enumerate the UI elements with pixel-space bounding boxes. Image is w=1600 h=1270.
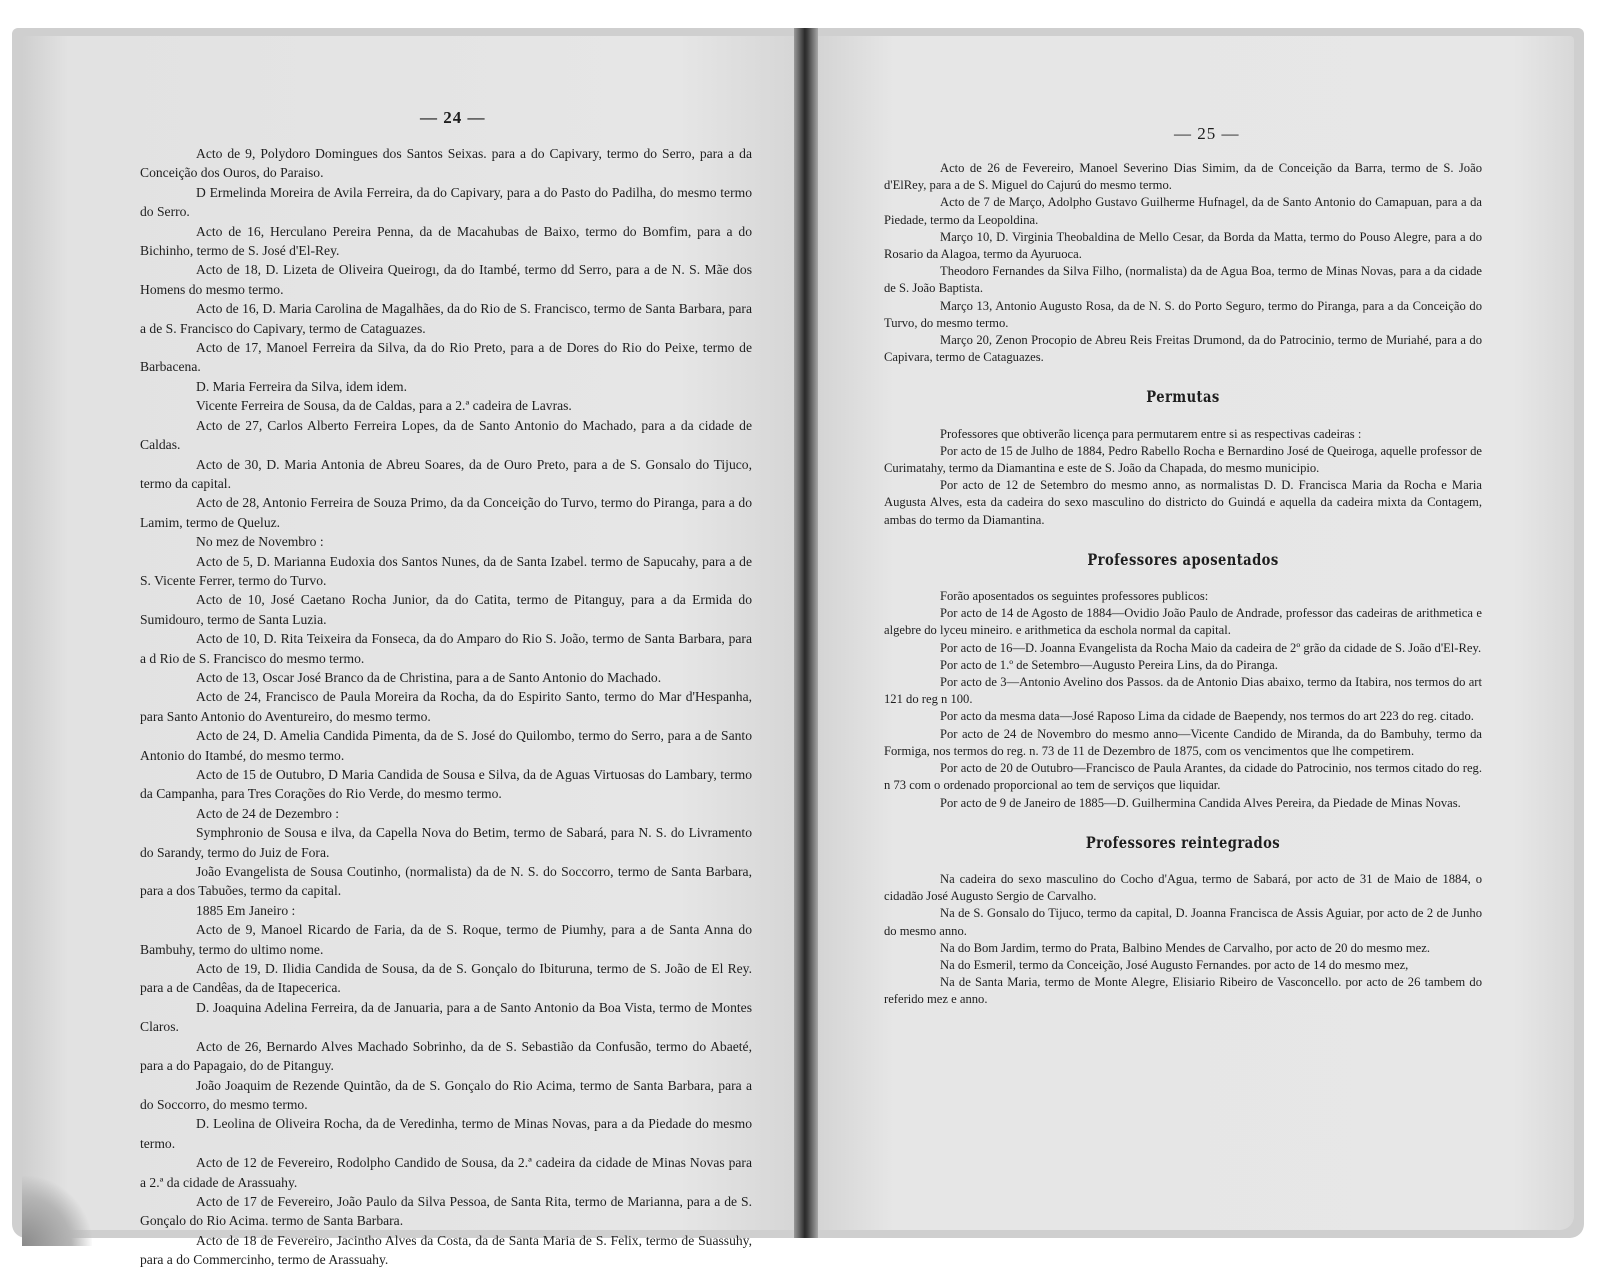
section-heading-permutas: Permutas	[1146, 387, 1220, 407]
paragraph: João Joaquim de Rezende Quintão, da de S. Gonçalo do Rio Acima, termo de Santa Barbara, para a do Soccorro, do mesmo termo.	[140, 1077, 752, 1112]
paragraph: Acto de 13, Oscar José Branco da de Christina, para a de Santo Antonio do Machado.	[196, 669, 662, 685]
paragraph: Forão aposentados os seguintes professores publicos:	[940, 589, 1209, 604]
paragraph: Theodoro Fernandes da Silva Filho, (normalista) da de Agua Boa, termo de Minas Novas, para a da cidade de S. João Baptista.	[884, 264, 1482, 296]
paragraph: D. Maria Ferreira da Silva, idem idem.	[196, 378, 408, 394]
section-heading-aposentados: Professores aposentados	[1087, 549, 1279, 569]
paragraph: João Evangelista de Sousa Coutinho, (normalista) da de N. S. do Soccorro, termo de Santa Barbara, para a dos Tabuões, termo da capital.	[140, 864, 752, 899]
paragraph: Acto de 26 de Fevereiro, Manoel Severino Dias Simim, da de Conceição da Barra, termo de S. João d'ElRey, para a de S. Miguel do Cajurú do mesmo termo.	[884, 161, 1482, 193]
paragraph: Março 20, Zenon Procopio de Abreu Reis Freitas Drumond, da do Patrocinio, termo de Muriahé, para a do Capivara, termo de Cataguazes.	[884, 333, 1482, 365]
paragraph: Acto de 24, Francisco de Paula Moreira da Rocha, da do Espirito Santo, termo do Mar d'Hespanha, para Santo Antonio do Aventureiro, do mesmo termo.	[140, 689, 752, 724]
paragraph: Acto de 17 de Fevereiro, João Paulo da Silva Pessoa, de Santa Rita, termo de Marianna, para a de S. Gonçalo do Rio Acima. termo de Santa Barbara.	[140, 1193, 752, 1229]
page-number-left: — 24 —	[420, 108, 486, 127]
paragraph: Março 10, D. Virginia Theobaldina de Mello Cesar, da Borda da Matta, termo do Pouso Alegre, para a do Rosario da Alagoa, termo da Ayuruoca.	[884, 229, 1482, 262]
paragraph: Acto de 27, Carlos Alberto Ferreira Lopes, da de Santo Antonio do Machado, para a da cidade de Caldas.	[140, 417, 752, 453]
paragraph: Acto de 10, José Caetano Rocha Junior, da do Catita, termo de Pitanguy, para a da Ermida do Sumidouro, termo de Santa Luzia.	[140, 592, 752, 627]
paragraph: Por acto de 9 de Janeiro de 1885—D. Guilhermina Candida Alves Pereira, da Piedade de Minas Novas.	[940, 795, 1461, 810]
paragraph: Acto de 24 de Dezembro :	[196, 805, 340, 821]
paragraph: Acto de 24, D. Amelia Candida Pimenta, da de S. José do Quilombo, termo do Serro, para a de Santo Antonio do Itambé, do mesmo termo.	[140, 728, 752, 763]
page-number-right: — 25 —	[1174, 124, 1240, 143]
paragraph: Professores que obtiverão licença para permutarem entre si as respectivas cadeiras :	[940, 426, 1362, 441]
left-page-text	[140, 144, 752, 1270]
paragraph: Vicente Ferreira de Sousa, da de Caldas, para a 2.ª cadeira de Lavras.	[196, 398, 572, 414]
left-page	[22, 36, 794, 1268]
paragraph: Março 13, Antonio Augusto Rosa, da de N. S. do Porto Seguro, termo do Piranga, para a da Conceição do Turvo, do mesmo termo.	[884, 298, 1482, 330]
right-page	[818, 36, 1574, 1230]
paragraph: Acto de 7 de Março, Adolpho Gustavo Guilherme Hufnagel, da de Santo Antonio do Camapuan, para a da Piedade, termo da Leopoldina.	[884, 195, 1482, 227]
paragraph: Acto de 15 de Outubro, D Maria Candida de Sousa e Silva, da de Aguas Virtuosas do Lambary, termo da Campanha, para Tres Corações do Rio Verde, do mesmo termo.	[140, 767, 752, 802]
paragraph: Acto de 16, D. Maria Carolina de Magalhães, da do Rio de S. Francisco, termo de Santa Barbara, para a de S. Francisco do Capivary, termo de Cataguazes.	[140, 301, 752, 336]
paragraph: Acto de 18 de Fevereiro, Jacintho Alves da Costa, da de Santa Maria de S. Felix, termo de Suassuhy, para a do Commercinho, termo de Arassuahy.	[140, 1232, 752, 1268]
paragraph: Na de Santa Maria, termo de Monte Alegre, Elisiario Ribeiro de Vasconcello. por acto de 26 tambem do referido mez e anno.	[884, 975, 1482, 1007]
paragraph: Por acto de 14 de Agosto de 1884—Ovidio João Paulo de Andrade, professor das cadeiras de arithmetica e algebre do lyceu mineiro. e arithmetica da eschola normal da capital.	[884, 606, 1482, 638]
paragraph: Acto de 10, D. Rita Teixeira da Fonseca, da do Amparo do Rio S. João, termo de Santa Barbara, para a d Rio de S. Francisco do mesmo termo.	[140, 631, 752, 666]
right-page-text	[884, 160, 1482, 1009]
paragraph: Por acto de 16—D. Joanna Evangelista da Rocha Maio da cadeira de 2º grão da cidade de S. João d'El-Rey.	[940, 640, 1482, 655]
page-corner-stain	[22, 1176, 92, 1246]
paragraph: No mez de Novembro :	[196, 534, 324, 550]
paragraph: Por acto de 12 de Setembro do mesmo anno, as normalistas D. D. Francisca Maria da Rocha e Maria Augusta Alves, esta da cadeira do sexo masculino do districto do Guindá e aquella da cadeira mixta da Contagem, ambas do termo da Diamantina.	[884, 478, 1482, 527]
paragraph: Por acto de 3—Antonio Avelino dos Passos. da de Antonio Dias abaixo, termo da Itabira, nos termos do art 121 do reg n 100.	[884, 675, 1482, 707]
paragraph: Por acto da mesma data—José Raposo Lima da cidade de Baependy, nos termos do art 223 do reg. citado.	[940, 709, 1474, 724]
paragraph: D. Leolina de Oliveira Rocha, da de Veredinha, termo de Minas Novas, para a da Piedade do mesmo termo.	[140, 1116, 752, 1151]
book-spread	[12, 28, 1584, 1268]
paragraph: Por acto de 24 de Novembro do mesmo anno—Vicente Candido de Miranda, da do Bambuhy, termo da Formiga, nos termos do reg. n. 73 de 11 de Dezembro de 1875, com os vencimentos que lhe competirem.	[884, 726, 1482, 758]
paragraph: Acto de 17, Manoel Ferreira da Silva, da do Rio Preto, para a de Dores do Rio do Peixe, termo de Barbacena.	[140, 340, 752, 375]
paragraph: Acto de 12 de Fevereiro, Rodolpho Candido de Sousa, da 2.ª cadeira da cidade de Minas Novas para a 2.ª da cidade de Arassuahy.	[140, 1155, 752, 1190]
paragraph: Acto de 28, Antonio Ferreira de Souza Primo, da da Conceição do Turvo, termo do Piranga, para a do Lamim, termo de Queluz.	[140, 495, 752, 530]
paragraph: Acto de 26, Bernardo Alves Machado Sobrinho, da de S. Sebastião da Confusão, termo do Abaeté, para a do Papagaio, do de Pitanguy.	[140, 1038, 752, 1074]
book-gutter	[794, 28, 818, 1238]
paragraph: Na cadeira do sexo masculino do Cocho d'Agua, termo de Sabará, por acto de 31 de Maio de 1884, o cidadão José Augusto Sergio de Carvalho.	[884, 871, 1482, 904]
paragraph: Acto de 5, D. Marianna Eudoxia dos Santos Nunes, da de Santa Izabel. termo de Sapucahy, para a de S. Vicente Ferrer, termo do Turvo.	[140, 553, 752, 588]
paragraph: Acto de 18, D. Lizeta de Oliveira Queirogı, da do Itambé, termo dd Serro, para a de N. S. Mãe dos Homens do mesmo termo.	[140, 262, 752, 297]
paragraph: Symphronio de Sousa e ilva, da Capella Nova do Betim, termo de Sabará, para N. S. do Livramento do Sarandy, termo do Juiz de Fora.	[140, 825, 752, 860]
paragraph: Acto de 9, Polydoro Domingues dos Santos Seixas. para a do Capivary, termo do Serro, para a da Conceição dos Ouros, do Paraiso.	[140, 146, 752, 181]
paragraph: D Ermelinda Moreira de Avila Ferreira, da do Capivary, para a do Pasto do Padilha, do mesmo termo do Serro.	[140, 184, 752, 220]
paragraph: Na do Bom Jardim, termo do Prata, Balbino Mendes de Carvalho, por acto de 20 do mesmo mez.	[940, 940, 1431, 955]
paragraph: Acto de 19, D. Ilidia Candida de Sousa, da de S. Gonçalo do Ibituruna, termo de S. João de El Rey. para a de Candêas, da de Itapecerica.	[140, 961, 752, 996]
paragraph: D. Joaquina Adelina Ferreira, da de Januaria, para a de Santo Antonio da Boa Vista, termo de Montes Claros.	[140, 999, 752, 1035]
section-heading-reintegrados: Professores reintegrados	[1085, 832, 1281, 852]
paragraph: Acto de 16, Herculano Pereira Penna, da de Macahubas de Baixo, termo do Bomfim, para a do Bichinho, termo de S. José d'El-Rey.	[140, 223, 752, 259]
paragraph: Na de S. Gonsalo do Tijuco, termo da capital, D. Joanna Francisca de Assis Aguiar, por acto de 2 de Junho do mesmo anno.	[884, 906, 1482, 938]
paragraph: Por acto de 15 de Julho de 1884, Pedro Rabello Rocha e Bernardino José de Queiroga, aquelle professor de Curimatahy, termo da Diamantina e este de S. João da Chapada, do mesmo municipio.	[884, 443, 1482, 476]
paragraph: Acto de 9, Manoel Ricardo de Faria, da de S. Roque, termo de Piumhy, para a de Santa Anna do Bambuhy, termo do ultimo nome.	[140, 922, 752, 957]
paragraph: Por acto de 20 de Outubro—Francisco de Paula Arantes, da cidade do Patrocinio, nos termos citado do reg. n 73 com o ordenado proporcional ao tem de serviços que liquidar.	[884, 761, 1482, 793]
paragraph: Acto de 30, D. Maria Antonia de Abreu Soares, da de Ouro Preto, para a de S. Gonsalo do Tijuco, termo da capital.	[140, 456, 752, 491]
paragraph: Por acto de 1.º de Setembro—Augusto Pereira Lins, da do Piranga.	[940, 657, 1278, 672]
paragraph: Na do Esmeril, termo da Conceição, José Augusto Fernandes. por acto de 14 do mesmo mez,	[940, 957, 1409, 972]
paragraph: 1885 Em Janeiro :	[196, 902, 296, 918]
